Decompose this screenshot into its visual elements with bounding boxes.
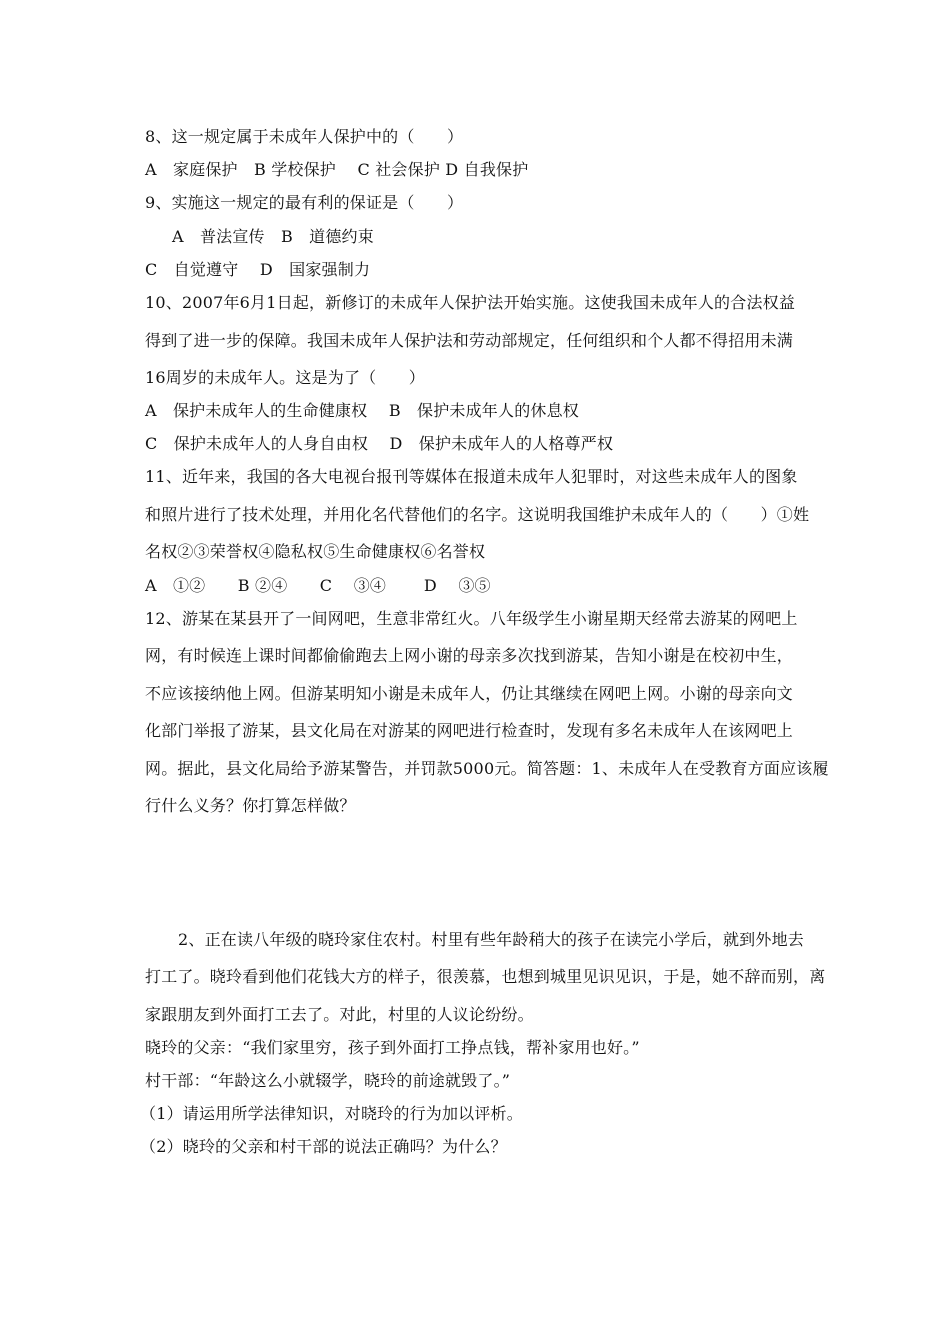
q11-stem-line3: 名权②③荣誉权④隐私权⑤生命健康权⑥名誉权 xyxy=(145,542,486,561)
q12-line2: 网，有时候连上课时间都偷偷跑去上网小谢的母亲多次找到游某，告知小谢是在校初中生， xyxy=(145,646,794,665)
case2-subquestion-2: （2）晓玲的父亲和村干部的说法正确吗？为什么？ xyxy=(140,1137,507,1156)
q12-line6: 行什么义务？你打算怎样做？ xyxy=(145,796,356,815)
q8-options: A 家庭保护 B 学校保护 C 社会保护 D 自我保护 xyxy=(145,160,529,179)
q9-options-line2: C 自觉遵守 D 国家强制力 xyxy=(145,260,371,279)
q10-options-line1: A 保护未成年人的生命健康权 B 保护未成年人的休息权 xyxy=(145,401,579,420)
case2-cadre-quote: 村干部：“年龄这么小就辍学，晓玲的前途就毁了。” xyxy=(145,1071,511,1090)
q8-stem: 8、这一规定属于未成年人保护中的（ ） xyxy=(145,127,464,146)
q9-options-line1: A 普法宣传 B 道德约束 xyxy=(172,227,374,246)
q11-stem-line2: 和照片进行了技术处理，并用化名代替他们的名字。这说明我国维护未成年人的（ ）①姓 xyxy=(145,505,810,524)
q12-line5: 网。据此，县文化局给予游某警告，并罚款5000元。简答题：1、未成年人在受教育方面应该履 xyxy=(145,759,829,778)
q10-stem-line3: 16周岁的未成年人。这是为了（ ） xyxy=(145,368,425,387)
case2-line2: 打工了。晓玲看到他们花钱大方的样子，很羡慕，也想到城里见识见识，于是，她不辞而别，离 xyxy=(145,967,826,986)
q10-stem-line1: 10、2007年6月1日起，新修订的未成年人保护法开始实施。这使我国未成年人的合法权益 xyxy=(145,293,796,312)
q10-options-line2: C 保护未成年人的人身自由权 D 保护未成年人的人格尊严权 xyxy=(145,434,614,453)
q12-line3: 不应该接纳他上网。但游某明知小谢是未成年人，仍让其继续在网吧上网。小谢的母亲向文 xyxy=(145,684,794,703)
q12-line1: 12、游某在某县开了一间网吧，生意非常红火。八年级学生小谢星期天经常去游某的网吧上 xyxy=(145,609,798,628)
case2-subquestion-1: （1）请运用所学法律知识，对晓玲的行为加以评析。 xyxy=(140,1104,523,1123)
q10-stem-line2: 得到了进一步的保障。我国未成年人保护法和劳动部规定，任何组织和个人都不得招用未满 xyxy=(145,331,794,350)
q11-stem-line1: 11、近年来，我国的各大电视台报刊等媒体在报道未成年人犯罪时，对这些未成年人的图象 xyxy=(145,467,798,486)
case2-father-quote: 晓玲的父亲：“我们家里穷，孩子到外面打工挣点钱，帮补家用也好。” xyxy=(145,1038,640,1057)
q12-line4: 化部门举报了游某，县文化局在对游某的网吧进行检查时，发现有多名未成年人在该网吧上 xyxy=(145,721,794,740)
case2-line1: 2、正在读八年级的晓玲家住农村。村里有些年龄稍大的孩子在读完小学后，就到外地去 xyxy=(178,930,804,949)
q9-stem: 9、实施这一规定的最有利的保证是（ ） xyxy=(145,193,464,212)
q11-options: A ①② B ②④ C ③④ D ③⑤ xyxy=(145,576,491,595)
case2-line3: 家跟朋友到外面打工去了。对此，村里的人议论纷纷。 xyxy=(145,1005,534,1024)
